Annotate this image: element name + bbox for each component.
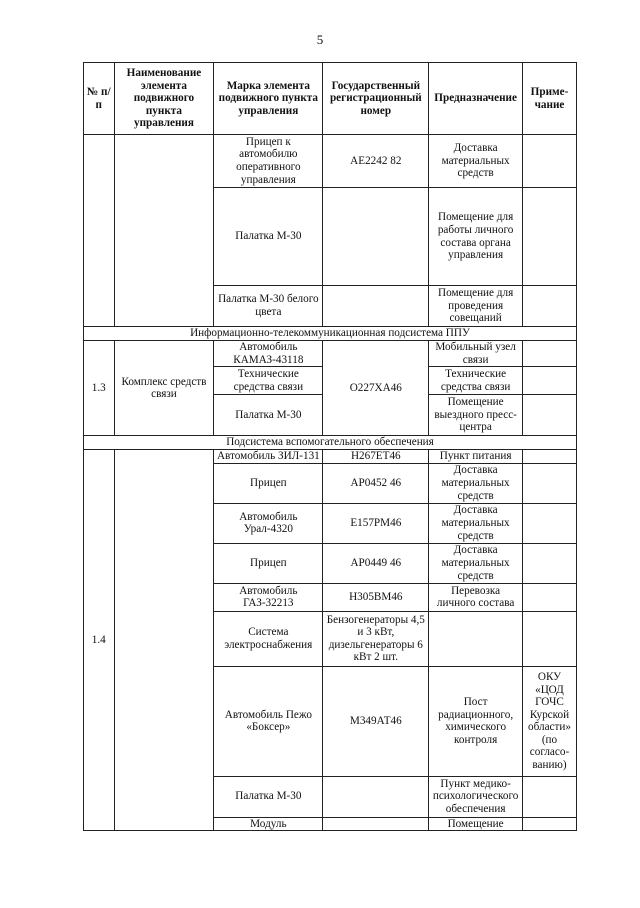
- note-cell: [522, 135, 576, 188]
- reg-cell: Н267ЕТ46: [323, 450, 429, 464]
- header-name: Наименование элемента подвижного пункта управления: [114, 63, 214, 135]
- purpose-cell: Пункт питания: [429, 450, 523, 464]
- note-cell: [522, 543, 576, 583]
- purpose-cell: Доставка материальных средств: [429, 503, 523, 543]
- reg-cell: АР0452 46: [323, 463, 429, 503]
- note-cell: [522, 583, 576, 611]
- brand-cell: Система электроснабжения: [214, 611, 323, 666]
- brand-cell: Модуль: [214, 817, 323, 831]
- purpose-cell: Помещение для проведения совещаний: [429, 286, 523, 327]
- note-cell: [522, 367, 576, 395]
- purpose-cell: Пост радиационного, химического контроля: [429, 666, 523, 776]
- purpose-cell: [429, 611, 523, 666]
- brand-cell: Прицеп: [214, 463, 323, 503]
- group-name-cell: [114, 450, 214, 831]
- section-row: [84, 436, 577, 450]
- purpose-cell: Пункт медико-психологического обеспечения: [429, 776, 523, 817]
- page-number: 5: [316, 32, 324, 47]
- note-cell: [522, 776, 576, 817]
- reg-cell: Е157РМ46: [323, 503, 429, 543]
- header-num: № п/п: [84, 63, 115, 135]
- header-brand: Марка элемента подвижного пункта управления: [214, 63, 323, 135]
- reg-cell: Бензогенераторы 4,5 и 3 кВт, дизельгенераторы 6 кВт 2 шт.: [323, 611, 429, 666]
- group-num-cell: [84, 135, 115, 327]
- purpose-cell: Доставка материальных средств: [429, 135, 523, 188]
- note-cell: ОКУ «ЦОД ГОЧС Курской области» (по согласо-ванию): [522, 666, 576, 776]
- note-cell: [522, 286, 576, 327]
- reg-cell: [323, 188, 429, 286]
- brand-cell: Автомобиль КАМАЗ-43118: [214, 341, 323, 367]
- header-purpose: Предназначение: [429, 63, 523, 135]
- reg-cell: М349АТ46: [323, 666, 429, 776]
- table-row: [84, 450, 577, 464]
- section-title: Информационно-телекоммуникационная подсистема ППУ: [84, 327, 577, 341]
- section-row: [84, 327, 577, 341]
- note-cell: [522, 611, 576, 666]
- note-cell: [522, 817, 576, 831]
- brand-cell: Автомобиль Урал-4320: [214, 503, 323, 543]
- header-note: Приме-чание: [522, 63, 576, 135]
- note-cell: [522, 341, 576, 367]
- reg-cell: О227ХА46: [323, 341, 429, 436]
- group-num-cell: 1.4: [84, 450, 115, 831]
- header-reg: Государственный регистрационный номер: [323, 63, 429, 135]
- note-cell: [522, 503, 576, 543]
- reg-cell: АР0449 46: [323, 543, 429, 583]
- reg-cell: [323, 817, 429, 831]
- group-name-cell: Комплекс средств связи: [114, 341, 214, 436]
- note-cell: [522, 188, 576, 286]
- note-cell: [522, 450, 576, 464]
- purpose-cell: Помещение для работы личного состава органа управления: [429, 188, 523, 286]
- purpose-cell: Мобильный узел связи: [429, 341, 523, 367]
- equipment-table: [83, 62, 577, 831]
- brand-cell: Палатка М-30: [214, 395, 323, 436]
- header-row: [84, 63, 577, 135]
- group-num-cell: 1.3: [84, 341, 115, 436]
- brand-cell: Палатка М-30: [214, 188, 323, 286]
- brand-cell: Палатка М-30: [214, 776, 323, 817]
- reg-cell: [323, 776, 429, 817]
- table-row: [84, 135, 577, 188]
- brand-cell: Автомобиль Пежо «Боксер»: [214, 666, 323, 776]
- brand-cell: Прицеп к автомобилю оперативного управления: [214, 135, 323, 188]
- brand-cell: Технические средства связи: [214, 367, 323, 395]
- purpose-cell: Помещение: [429, 817, 523, 831]
- note-cell: [522, 463, 576, 503]
- brand-cell: Автомобиль ЗИЛ-131: [214, 450, 323, 464]
- group-name-cell: [114, 135, 214, 327]
- brand-cell: Автомобиль ГАЗ-32213: [214, 583, 323, 611]
- purpose-cell: Технические средства связи: [429, 367, 523, 395]
- section-title: Подсистема вспомогательного обеспечения: [84, 436, 577, 450]
- reg-cell: Н305ВМ46: [323, 583, 429, 611]
- brand-cell: Прицеп: [214, 543, 323, 583]
- purpose-cell: Доставка материальных средств: [429, 543, 523, 583]
- brand-cell: Палатка М-30 белого цвета: [214, 286, 323, 327]
- reg-cell: АЕ2242 82: [323, 135, 429, 188]
- purpose-cell: Доставка материальных средств: [429, 463, 523, 503]
- purpose-cell: Перевозка личного состава: [429, 583, 523, 611]
- note-cell: [522, 395, 576, 436]
- purpose-cell: Помещение выездного пресс-центра: [429, 395, 523, 436]
- table-row: [84, 341, 577, 367]
- reg-cell: [323, 286, 429, 327]
